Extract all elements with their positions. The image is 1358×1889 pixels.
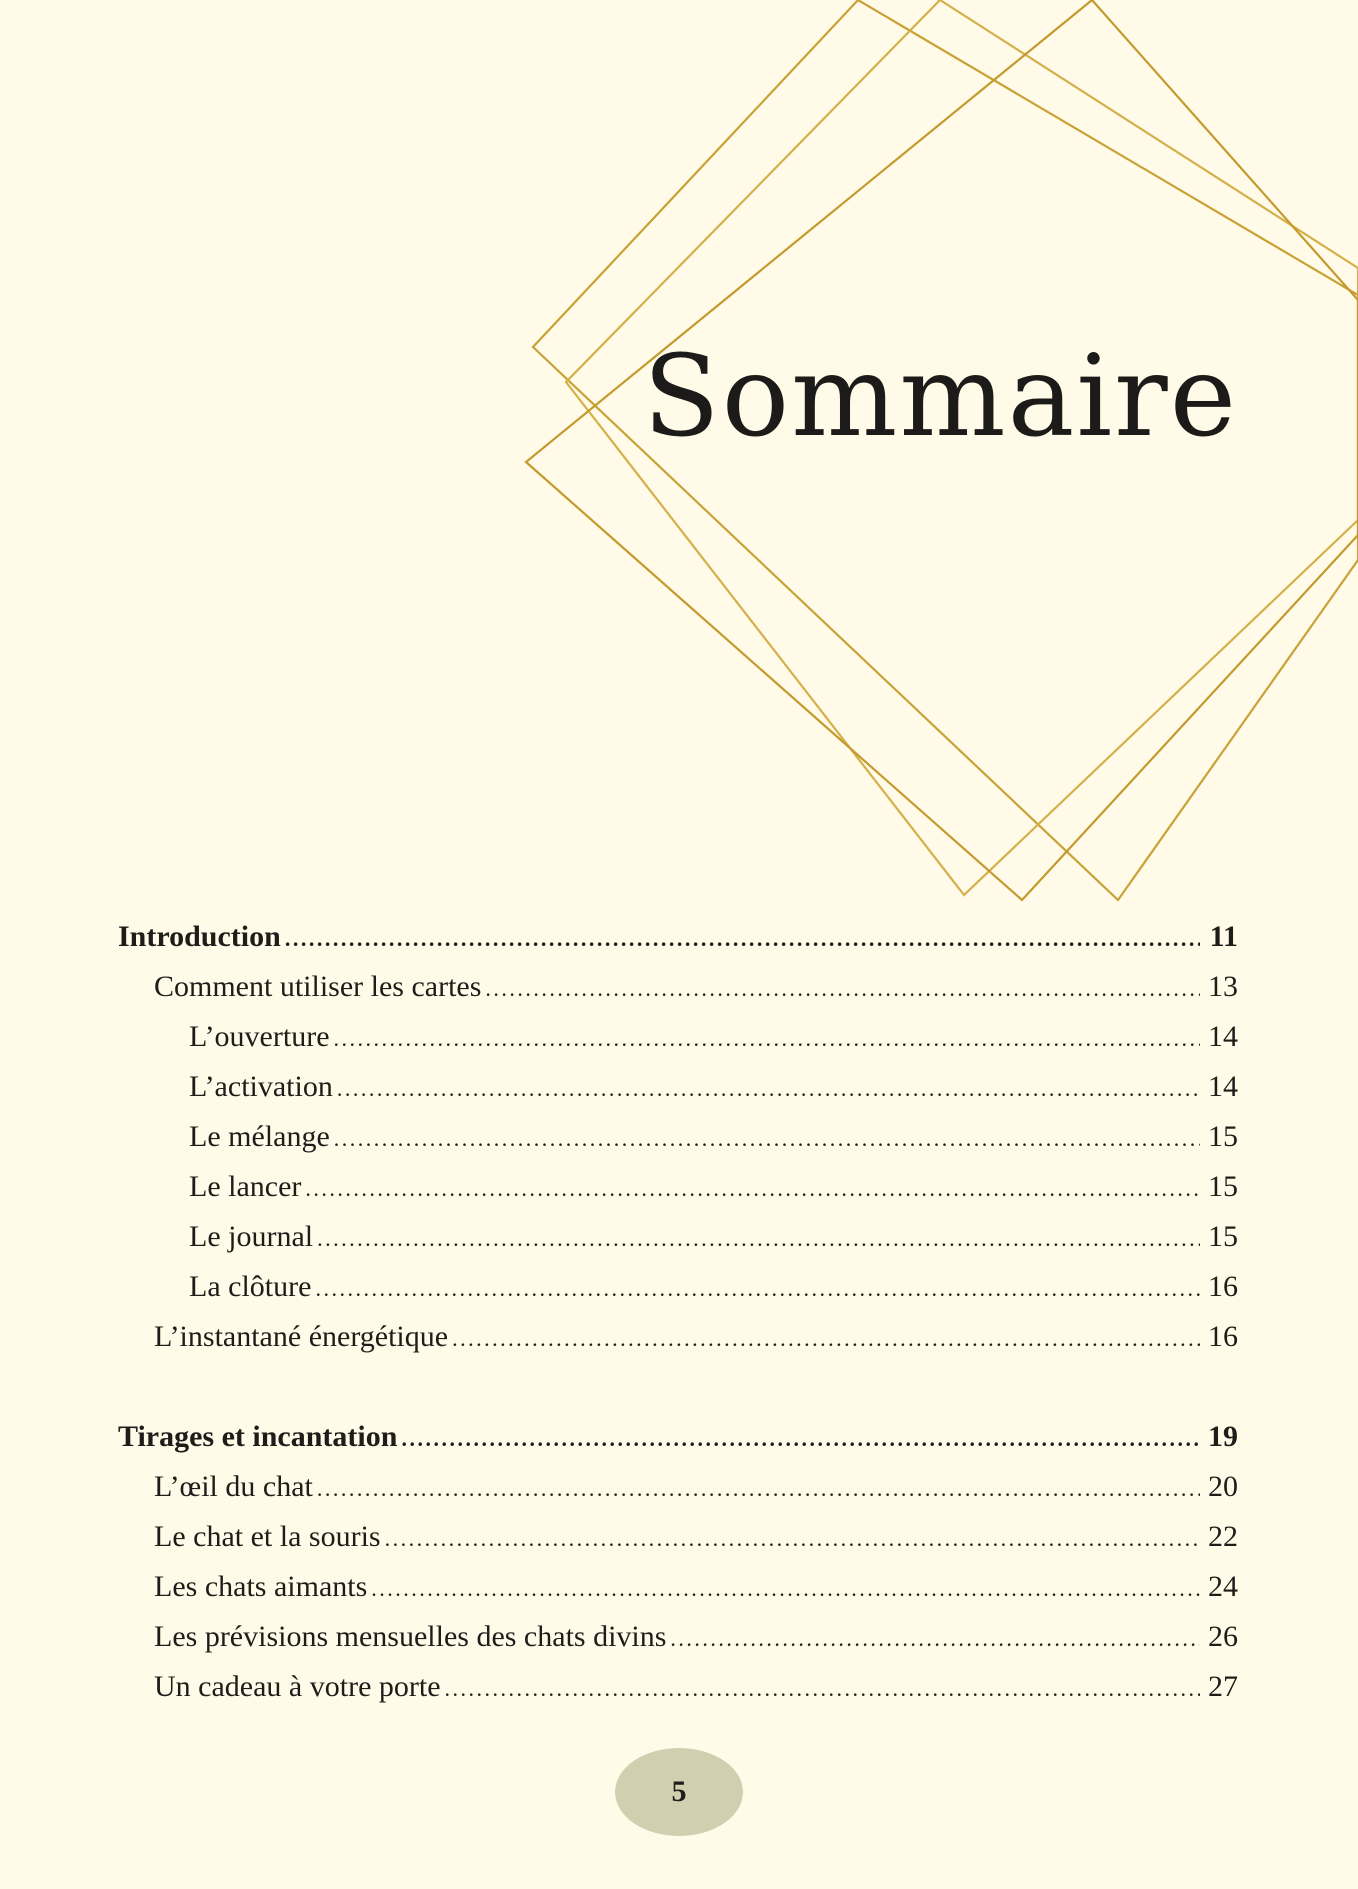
toc-page-number: 16 <box>1208 1270 1238 1303</box>
toc-entry-label: Le journal <box>189 1220 314 1253</box>
toc-entry-label: La clôture <box>189 1270 312 1303</box>
toc-entry[interactable] <box>118 962 1238 1012</box>
toc-page-number: 26 <box>1208 1620 1238 1653</box>
toc-entry[interactable] <box>118 1462 1238 1512</box>
toc-entry-label: Les chats aimants <box>154 1570 368 1603</box>
toc-entry-label: L’activation <box>189 1070 333 1103</box>
table-of-contents <box>118 912 1238 1712</box>
toc-page-number: 16 <box>1208 1320 1238 1353</box>
dot-leader <box>485 962 1200 1014</box>
toc-page-number: 20 <box>1208 1470 1238 1503</box>
toc-page-number: 19 <box>1208 1420 1238 1453</box>
toc-page-number: 22 <box>1208 1520 1238 1553</box>
toc-entry-label: L’œil du chat <box>154 1470 313 1503</box>
toc-entry-label: L’instantané énergétique <box>154 1320 449 1353</box>
dot-leader <box>305 1162 1200 1214</box>
toc-page-number: 14 <box>1208 1020 1238 1053</box>
toc-heading-label: Tirages et incantation <box>118 1420 398 1453</box>
dot-leader <box>337 1062 1200 1114</box>
toc-section <box>118 912 1238 1362</box>
dot-leader <box>385 1512 1200 1564</box>
dot-leader <box>445 1662 1200 1714</box>
toc-entry[interactable] <box>118 1312 1238 1362</box>
dot-leader <box>317 1462 1200 1514</box>
toc-entry[interactable] <box>118 1112 1238 1162</box>
toc-page-number: 15 <box>1208 1220 1238 1253</box>
toc-page-number: 24 <box>1208 1570 1238 1603</box>
dot-leader <box>452 1312 1200 1364</box>
dot-leader <box>334 1112 1200 1164</box>
dot-leader <box>315 1262 1200 1314</box>
toc-entry-label: Les prévisions mensuelles des chats divins <box>154 1620 667 1653</box>
toc-entry[interactable] <box>118 1612 1238 1662</box>
toc-heading[interactable] <box>118 912 1238 962</box>
dot-leader <box>371 1562 1200 1614</box>
toc-entry-label: Le mélange <box>189 1120 330 1153</box>
toc-entry[interactable] <box>118 1212 1238 1262</box>
page-number: 5 <box>671 1775 687 1808</box>
dot-leader <box>670 1612 1200 1664</box>
dot-leader <box>285 912 1200 964</box>
toc-entry-label: Le chat et la souris <box>154 1520 381 1553</box>
toc-entry-label: Un cadeau à votre porte <box>154 1670 441 1703</box>
dot-leader <box>317 1212 1200 1264</box>
toc-entry[interactable] <box>118 1562 1238 1612</box>
toc-entry[interactable] <box>118 1012 1238 1062</box>
page-number-badge <box>615 1748 743 1836</box>
toc-entry-label: L’ouverture <box>189 1020 330 1053</box>
toc-heading[interactable] <box>118 1412 1238 1462</box>
toc-page-number: 15 <box>1208 1170 1238 1203</box>
toc-page-number: 11 <box>1209 920 1238 953</box>
toc-entry[interactable] <box>118 1062 1238 1112</box>
toc-entry[interactable] <box>118 1162 1238 1212</box>
toc-entry[interactable] <box>118 1662 1238 1712</box>
page-title: Sommaire <box>643 332 1238 462</box>
toc-entry-label: Le lancer <box>189 1170 302 1203</box>
toc-page-number: 15 <box>1208 1120 1238 1153</box>
toc-page-number: 13 <box>1208 970 1238 1003</box>
toc-section <box>118 1412 1238 1712</box>
toc-entry[interactable] <box>118 1262 1238 1312</box>
toc-entry-label: Comment utiliser les cartes <box>154 970 482 1003</box>
dot-leader <box>334 1012 1200 1064</box>
toc-page-number: 14 <box>1208 1070 1238 1103</box>
dot-leader <box>401 1412 1200 1464</box>
toc-page-number: 27 <box>1208 1670 1238 1703</box>
toc-heading-label: Introduction <box>118 920 281 953</box>
toc-entry[interactable] <box>118 1512 1238 1562</box>
